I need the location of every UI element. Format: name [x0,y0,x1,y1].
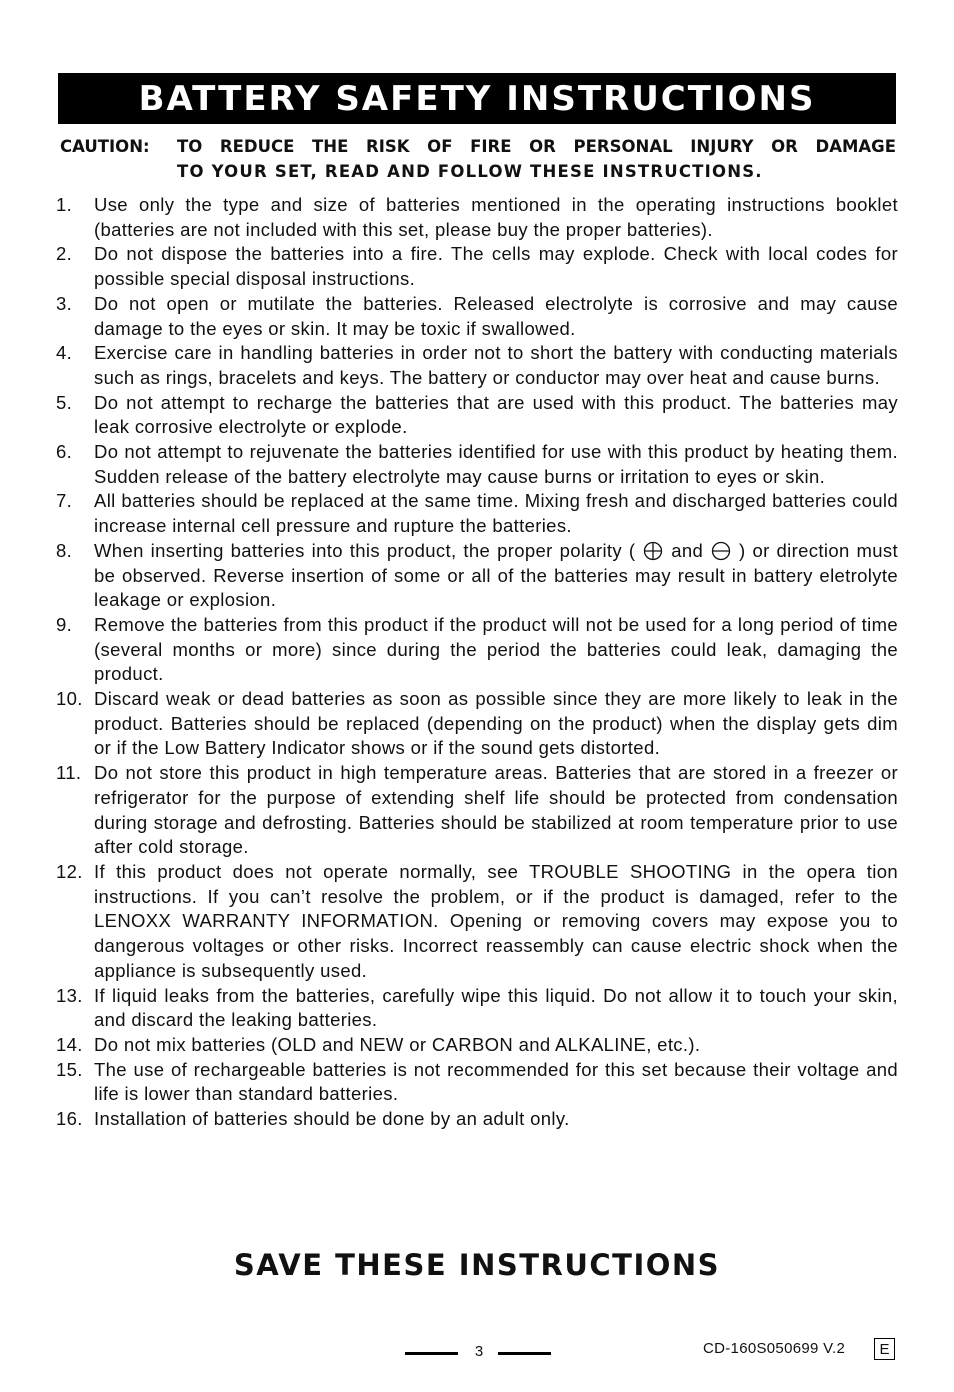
caution-line-1 [60,134,896,159]
item-number: 15. [56,1058,83,1080]
item-number: 2. [56,243,73,265]
list-item [56,613,898,687]
footer-rule-right [498,1352,551,1355]
caution-text-2: TO YOUR SET, READ AND FOLLOW THESE INSTRUCTIONS. [177,162,763,181]
item-text-part: and [671,539,704,561]
list-item [56,341,898,390]
caution-line-2 [60,159,896,184]
list-item [56,489,898,538]
item-text: If this product does not operate normally, see TROUBLE SHOOTING in the opera tion instructions. If you can’t resolve the problem, or if the product is damaged, refer to the LENOXX WARRANTY INFORMATION. Opening or removing covers may expose you to dangerous voltages or other risks. Incorrect reassembly can cause electric shock when the appliance is subsequently used. [94,860,898,981]
item-number: 7. [56,490,73,512]
item-text: Exercise care in handling batteries in order not to short the battery with conducting materials such as rings, bracelets and keys. The battery or conductor may over heat and cause burns. [94,342,898,388]
item-number: 9. [56,613,73,635]
item-text: Do not attempt to recharge the batteries that are used with this product. The batteries may leak corrosive electrolyte or explode. [94,391,898,438]
item-text: If liquid leaks from the batteries, carefully wipe this liquid. Do not allow it to touch your skin, and discard the leaking batteries. [94,984,898,1031]
item-text: Do not mix batteries (OLD and NEW or CARBON and ALKALINE, etc.). [94,1033,701,1055]
save-instructions-heading: SAVE THESE INSTRUCTIONS [233,1248,721,1282]
list-item [56,242,898,291]
footer-rule-left [405,1352,458,1355]
list-item [56,860,898,984]
list-item [56,1107,898,1132]
item-text: Do not attempt to rejuvenate the batteries identified for use with this product by heating them. Sudden release of the battery electrolyte may cause burns or irritation to eyes or skin. [94,441,898,487]
caution-notice [60,134,896,184]
item-number: 16. [56,1108,83,1130]
item-text-part: When inserting batteries into this product, the proper polarity ( [94,539,636,561]
list-item [56,761,898,860]
item-text: Discard weak or dead batteries as soon as possible since they are more likely to leak in the product. Batteries should be replaced (depending on the product) when the display gets dim or if the Low Battery Indicator shows or if the sound gets distorted. [94,688,898,759]
item-text: Use only the type and size of batteries mentioned in the operating instructions booklet (batteries are not included with this set, please buy the proper batteries). [94,194,898,240]
list-item [56,539,898,613]
minus-in-circle-icon [711,541,731,561]
instruction-list [56,193,898,1132]
item-number: 14. [56,1033,83,1055]
list-item [56,440,898,489]
item-number: 13. [56,984,83,1006]
list-item [56,292,898,341]
item-number: 12. [56,860,83,882]
list-item [56,1033,898,1058]
item-text: All batteries should be replaced at the same time. Mixing fresh and discharged batteries could increase internal cell pressure and rupture the batteries. [94,490,898,537]
item-number: 6. [56,441,73,463]
list-item [56,391,898,440]
caution-label: CAUTION: [60,137,150,156]
item-number: 1. [56,194,73,215]
page-number: 3 [474,1343,484,1360]
item-text: Installation of batteries should be done by an adult only. [94,1108,570,1130]
item-number: 5. [56,391,73,413]
plus-in-circle-icon [643,541,663,561]
list-item [56,193,898,242]
item-number: 10. [56,688,83,710]
item-text [94,539,898,613]
item-number: 3. [56,292,73,314]
item-number: 8. [56,539,73,561]
item-text: The use of rechargeable batteries is not recommended for this set because their voltage and life is lower than standard batteries. [94,1058,898,1105]
list-item [56,984,898,1033]
caution-text-1: TO REDUCE THE RISK OF FIRE OR PERSONAL INJURY OR DAMAGE [177,137,896,156]
title-banner [58,73,896,124]
item-text: Do not store this product in high temperature areas. Batteries that are stored in a freezer or refrigerator for the purpose of extending shelf life should be protected from condensation during storage and defrosting. Batteries should be stabilized at room temperature prior to use after cold storage. [94,762,898,858]
item-text: Do not dispose the batteries into a fire. The cells may explode. Check with local codes for possible special disposal instructions. [94,243,898,290]
page-title: BATTERY SAFETY INSTRUCTIONS [138,78,816,119]
edition-badge: E [874,1338,895,1360]
item-number: 11. [56,762,82,784]
model-code: CD-160S050699 V.2 [703,1340,846,1357]
list-item [56,687,898,761]
item-number: 4. [56,342,73,364]
item-text: Remove the batteries from this product if the product will not be used for a long period of time (several months or more) since during the period the batteries could leak, damaging the product. [94,613,898,685]
list-item [56,1058,898,1107]
item-text: Do not open or mutilate the batteries. Released electrolyte is corrosive and may cause damage to the eyes or skin. It may be toxic if swallowed. [94,292,898,339]
item-text-part: ) or direction must be observed. Reverse insertion of some or all of the batteries may result in battery eletrolyte leakage or explosion. [94,539,898,611]
